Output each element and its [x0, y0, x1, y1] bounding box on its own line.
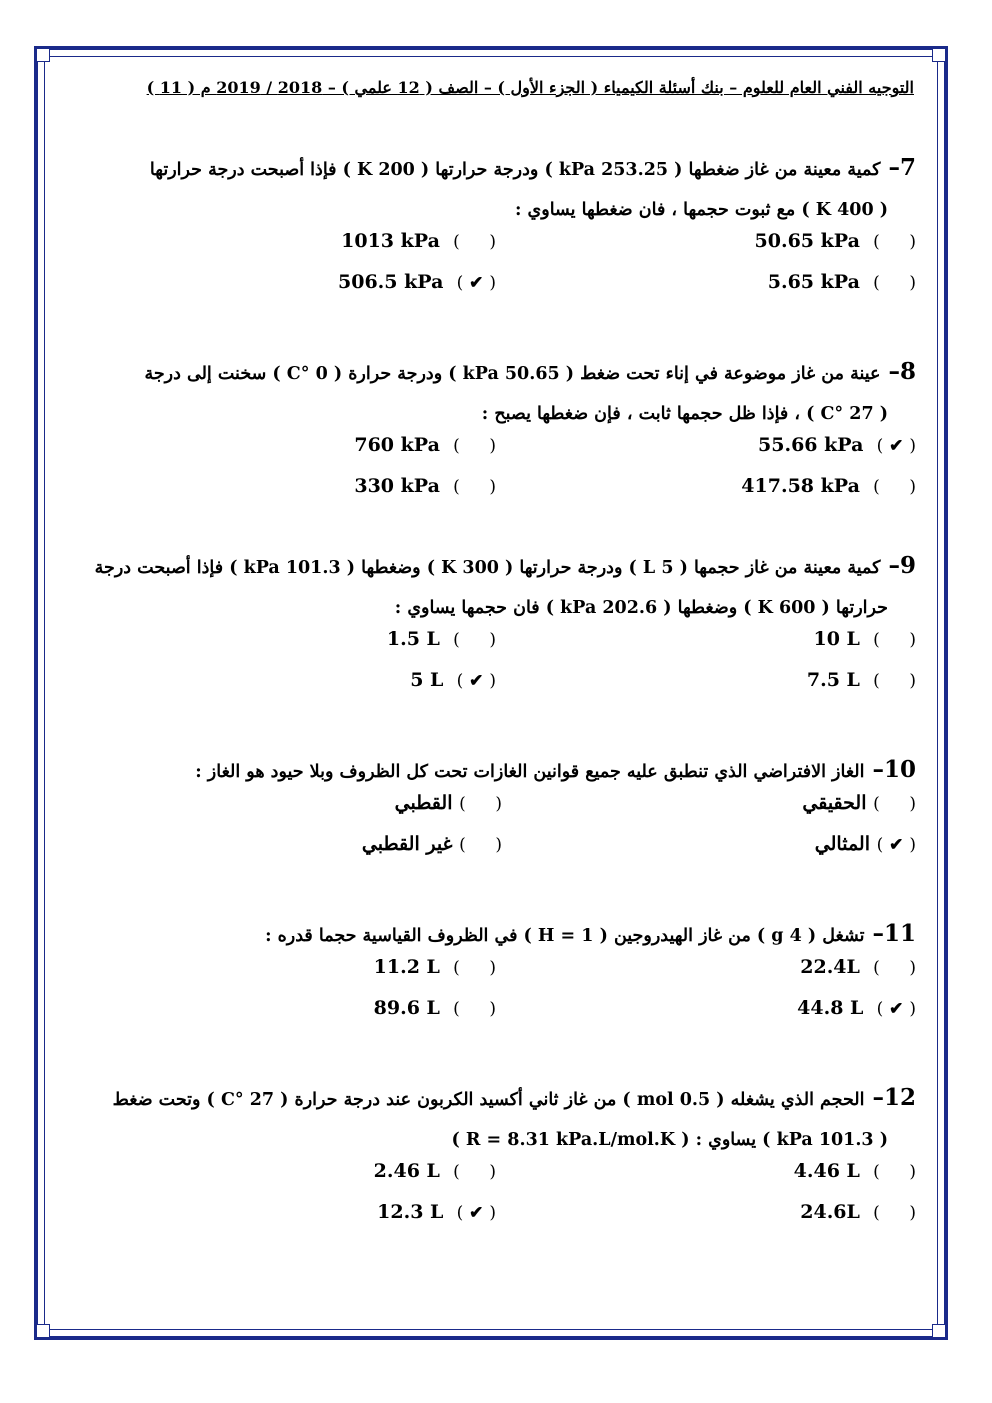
check-mark-icon [880, 1203, 910, 1223]
check-mark-icon [460, 436, 490, 456]
page-header: التوجيه الفني العام للعلوم – بنك أسئلة الكيمياء ( الجزء الأول ) – الصف ( 12 علمي ) – 2018 / 2019 م ( 11 ) [146, 78, 914, 97]
answer-label: 5.65 kPa [767, 271, 860, 293]
check-mark-icon [460, 232, 490, 252]
answer-label: غير القطبي [361, 833, 453, 855]
check-mark-icon [880, 630, 910, 650]
answer-option[interactable] [794, 1160, 916, 1182]
question-number: 7– [880, 154, 916, 181]
answer-option[interactable] [755, 230, 916, 252]
check-mark-icon: ✔ [463, 671, 490, 691]
check-mark-icon [460, 477, 490, 497]
answer-option[interactable] [797, 997, 916, 1019]
checkbox[interactable]: ( ) [453, 630, 496, 650]
answer-option[interactable] [362, 833, 502, 855]
answer-label: المثالي [814, 833, 870, 855]
check-mark-icon: ✔ [883, 436, 910, 456]
checkbox[interactable]: ( ✔ ) [456, 1203, 496, 1223]
answer-option[interactable] [813, 628, 916, 650]
question-number: 10– [864, 756, 916, 783]
question-text [76, 148, 916, 190]
checkbox[interactable]: ( ✔ ) [876, 436, 916, 456]
answer-label: القطبي [394, 792, 453, 814]
checkbox[interactable]: ( ) [453, 477, 496, 497]
corner-ornament [36, 1324, 50, 1338]
check-mark-icon: ✔ [463, 1203, 490, 1223]
question-line-2: ( 101.3 kPa ) يساوي : ( R = 8.31 kPa.L/mol.K ) [451, 1130, 888, 1150]
answer-option[interactable] [354, 434, 496, 456]
checkbox[interactable]: ( ) [873, 671, 916, 691]
check-mark-icon [880, 273, 910, 293]
answer-option[interactable] [338, 271, 496, 293]
check-mark-icon [880, 958, 910, 978]
question-9 [76, 546, 916, 628]
checkbox[interactable]: ( ) [873, 1162, 916, 1182]
checkbox[interactable]: ( ) [453, 436, 496, 456]
question-10 [76, 750, 916, 792]
check-mark-icon [466, 835, 496, 855]
check-mark-icon [460, 1162, 490, 1182]
checkbox[interactable]: ( ) [873, 232, 916, 252]
question-number: 8– [880, 358, 916, 385]
check-mark-icon [880, 794, 910, 814]
question-line-2: حرارتها ( 600 K ) وضغطها ( 202.6 kPa ) فان حجمها يساوي : [394, 598, 888, 618]
question-line-1: عينة من غاز موضوعة في إناء تحت ضغط ( 50.65 kPa ) ودرجة حرارة ( 0 °C ) سخنت إلى درجة [144, 364, 881, 384]
question-line-2: ( 400 K ) مع ثبوت حجمها ، فان ضغطها يساوي : [515, 200, 888, 220]
answer-option[interactable] [377, 1201, 496, 1223]
question-8 [76, 352, 916, 434]
question-line-2: ( 27 °C ) ، فإذا ظل حجمها ثابت ، فإن ضغطها يصبح : [481, 404, 888, 424]
check-mark-icon [460, 630, 490, 650]
answer-label: 2.46 L [373, 1160, 440, 1182]
checkbox[interactable]: ( ) [873, 273, 916, 293]
question-text [76, 352, 916, 394]
check-mark-icon [466, 794, 496, 814]
answer-label: 12.3 L [377, 1201, 444, 1223]
checkbox[interactable]: ( ) [873, 958, 916, 978]
answer-label: 22.4L [800, 956, 860, 978]
answer-label: 7.5 L [806, 669, 860, 691]
answer-option[interactable] [807, 669, 916, 691]
question-text [76, 750, 916, 792]
answer-label: 760 kPa [354, 434, 440, 456]
check-mark-icon [880, 232, 910, 252]
question-line-1: كمية معينة من غاز حجمها ( 5 L ) ودرجة حرارتها ( 300 K ) وضغطها ( 101.3 kPa ) فإذا أصبحت درجة [94, 558, 881, 578]
answer-label: 506.5 kPa [338, 271, 444, 293]
checkbox[interactable]: ( ) [453, 999, 496, 1019]
question-text [76, 546, 916, 588]
question-11 [76, 914, 916, 956]
answer-option[interactable] [354, 475, 496, 497]
answer-option[interactable] [741, 475, 916, 497]
checkbox[interactable]: ( ) [453, 1162, 496, 1182]
checkbox[interactable]: ( ) [459, 835, 502, 855]
question-line-1: الغاز الافتراضي الذي تنطبق عليه جميع قوانين الغازات تحت كل الظروف وبلا حيود هو الغاز : [195, 762, 865, 782]
answer-label: الحقيقي [802, 792, 867, 814]
check-mark-icon [880, 671, 910, 691]
question-7 [76, 148, 916, 230]
checkbox[interactable]: ( ) [453, 958, 496, 978]
question-line-1: تشغل ( 4 g ) من غاز الهيدروجين ( H = 1 ) في الظروف القياسية حجما قدره : [265, 926, 865, 946]
check-mark-icon: ✔ [883, 835, 910, 855]
answer-label: 24.6L [800, 1201, 860, 1223]
checkbox[interactable]: ( ✔ ) [456, 273, 496, 293]
answer-option[interactable] [374, 1160, 496, 1182]
checkbox[interactable]: ( ) [459, 794, 502, 814]
question-12 [76, 1078, 916, 1160]
check-mark-icon [460, 958, 490, 978]
answer-label: 89.6 L [373, 997, 440, 1019]
corner-ornament [36, 48, 50, 62]
check-mark-icon [460, 999, 490, 1019]
answer-label: 11.2 L [373, 956, 440, 978]
checkbox[interactable]: ( ) [873, 1203, 916, 1223]
answer-label: 417.58 kPa [741, 475, 860, 497]
corner-ornament [932, 48, 946, 62]
answer-option[interactable] [800, 956, 916, 978]
checkbox[interactable]: ( ) [873, 794, 916, 814]
answer-option[interactable] [341, 230, 496, 252]
checkbox[interactable]: ( ) [453, 232, 496, 252]
answer-label: 5 L [410, 669, 444, 691]
answer-option[interactable] [374, 956, 496, 978]
question-number: 11– [864, 920, 916, 947]
checkbox[interactable]: ( ) [873, 477, 916, 497]
checkbox[interactable]: ( ✔ ) [456, 671, 496, 691]
question-number: 12– [864, 1084, 916, 1111]
question-line-1: الحجم الذي يشغله ( 0.5 mol ) من غاز ثاني أكسيد الكربون عند درجة حرارة ( 27 °C ) وتحت ضغط [112, 1090, 865, 1110]
check-mark-icon: ✔ [463, 273, 490, 293]
answer-option[interactable] [374, 997, 496, 1019]
question-number: 9– [880, 552, 916, 579]
answer-label: 44.8 L [797, 997, 864, 1019]
question-text [76, 914, 916, 956]
answer-option[interactable] [410, 669, 496, 691]
checkbox[interactable]: ( ✔ ) [876, 835, 916, 855]
question-text [76, 1078, 916, 1120]
answer-option[interactable] [387, 628, 496, 650]
answer-label: 10 L [813, 628, 860, 650]
answer-option[interactable] [815, 833, 916, 855]
answer-label: 1013 kPa [341, 230, 440, 252]
question-line-1: كمية معينة من غاز ضغطها ( 253.25 kPa ) ودرجة حرارتها ( 200 K ) فإذا أصبحت درجة حرارتها [149, 160, 881, 180]
check-mark-icon [880, 477, 910, 497]
answer-label: 4.46 L [793, 1160, 860, 1182]
answer-option[interactable] [768, 271, 916, 293]
answer-option[interactable] [758, 434, 916, 456]
check-mark-icon: ✔ [883, 999, 910, 1019]
answer-label: 330 kPa [354, 475, 440, 497]
check-mark-icon [880, 1162, 910, 1182]
answer-label: 50.65 kPa [754, 230, 860, 252]
answer-option[interactable] [800, 1201, 916, 1223]
answer-label: 55.66 kPa [758, 434, 864, 456]
answer-option[interactable] [395, 792, 502, 814]
checkbox[interactable]: ( ) [873, 630, 916, 650]
answer-label: 1.5 L [386, 628, 440, 650]
answer-option[interactable] [802, 792, 916, 814]
checkbox[interactable]: ( ✔ ) [876, 999, 916, 1019]
corner-ornament [932, 1324, 946, 1338]
